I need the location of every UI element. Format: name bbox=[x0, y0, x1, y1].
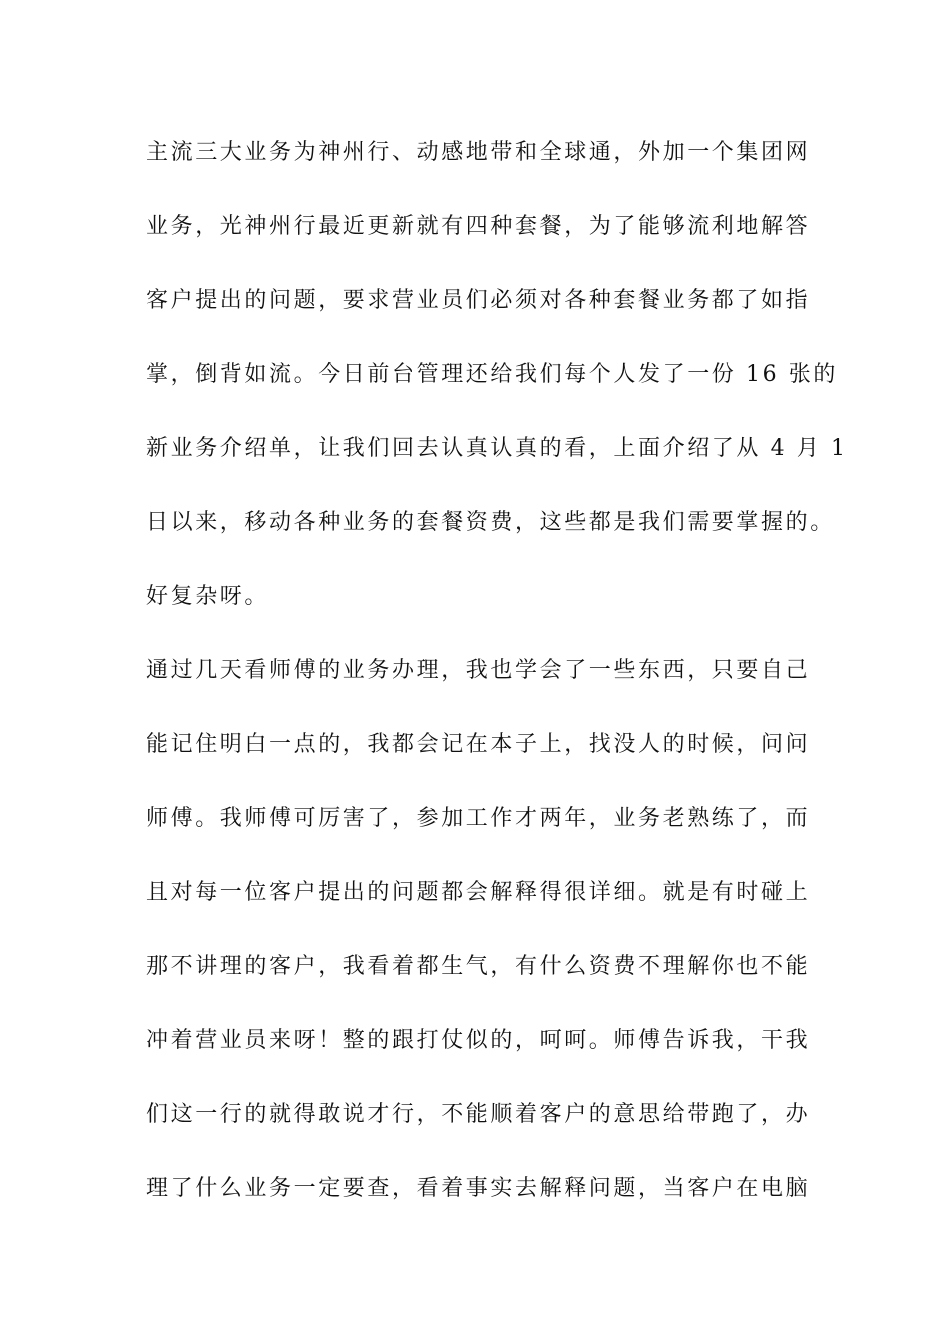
text-line-15: 理了什么业务一定要查，看着事实去解释问题，当客户在电脑 bbox=[146, 1176, 811, 1201]
text-line-9: 能记住明白一点的，我都会记在本子上，找没人的时候，问问 bbox=[146, 732, 811, 757]
text-line-5: 新业务介绍单，让我们回去认真认真的看，上面介绍了从 4 月 1 bbox=[146, 436, 848, 461]
text-line-14: 们这一行的就得敢说才行，不能顺着客户的意思给带跑了，办 bbox=[146, 1102, 811, 1127]
body-text bbox=[146, 134, 848, 1244]
text-line-10: 师傅。我师傅可厉害了，参加工作才两年，业务老熟练了，而 bbox=[146, 806, 811, 831]
text-line-6: 日以来，移动各种业务的套餐资费，这些都是我们需要掌握的。 bbox=[146, 510, 835, 535]
text-line-7: 好复杂呀。 bbox=[146, 584, 270, 609]
text-line-13: 冲着营业员来呀！整的跟打仗似的，呵呵。师傅告诉我，干我 bbox=[146, 1028, 811, 1053]
text-line-2: 业务，光神州行最近更新就有四种套餐，为了能够流利地解答 bbox=[146, 214, 811, 239]
text-line-1: 主流三大业务为神州行、动感地带和全球通，外加一个集团网 bbox=[146, 140, 811, 165]
text-line-12: 那不讲理的客户，我看着都生气，有什么资费不理解你也不能 bbox=[146, 954, 811, 979]
text-line-11: 且对每一位客户提出的问题都会解释得很详细。就是有时碰上 bbox=[146, 880, 811, 905]
text-line-8: 通过几天看师傅的业务办理，我也学会了一些东西，只要自己 bbox=[146, 658, 811, 683]
text-line-4: 掌，倒背如流。今日前台管理还给我们每个人发了一份 16 张的 bbox=[146, 362, 838, 387]
text-line-3: 客户提出的问题，要求营业员们必须对各种套餐业务都了如指 bbox=[146, 288, 811, 313]
